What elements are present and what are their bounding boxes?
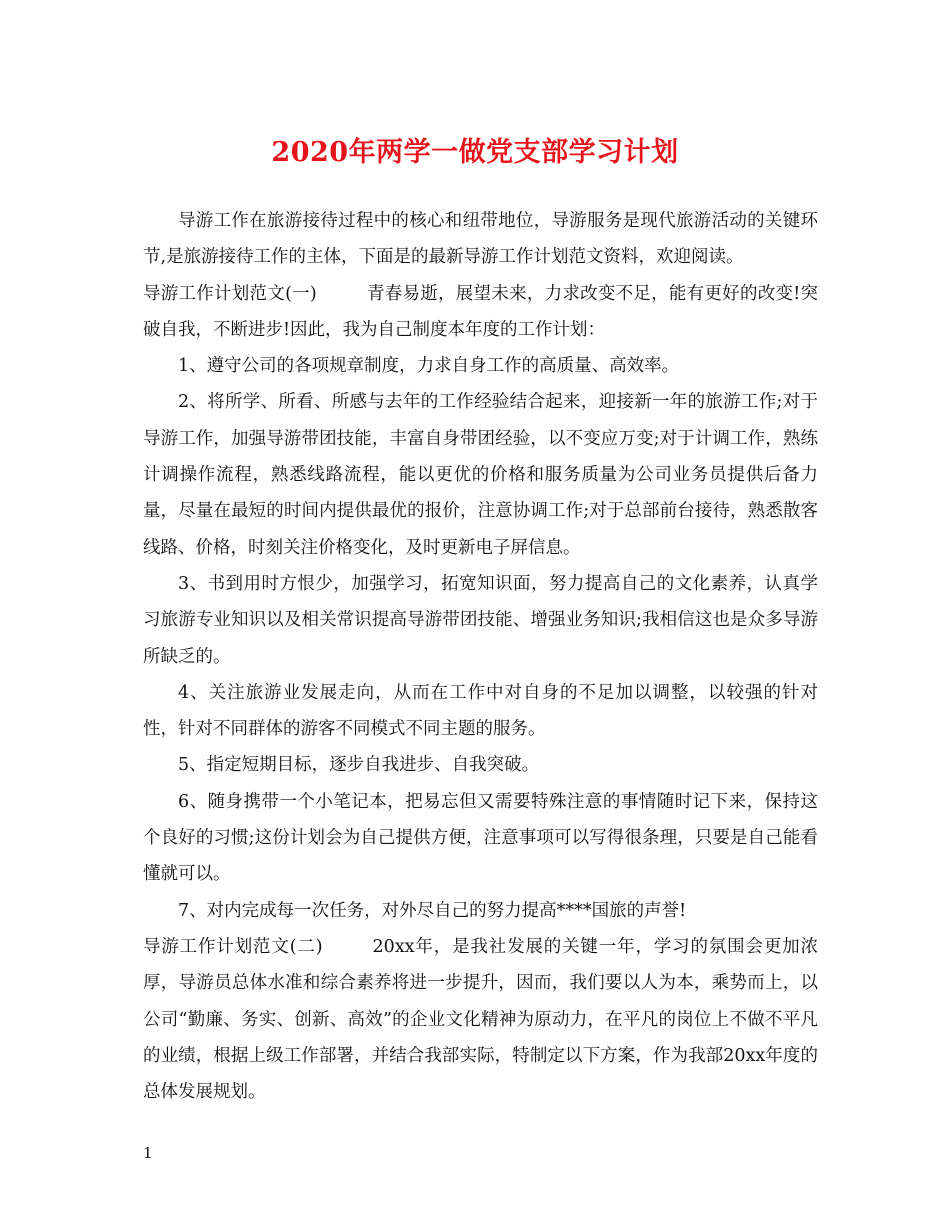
document-title: 2020年两学一做党支部学习计划: [271, 137, 679, 168]
list-item-4: 4、关注旅游业发展走向，从而在工作中对自身的不足加以调整，以较强的针对性，针对不同群体的游客不同模式不同主题的服务。: [143, 682, 818, 740]
list-item-5: 5、指定短期目标，逐步自我进步、自我突破。: [178, 755, 540, 776]
list-item-7: 7、对内完成每一次任务，对外尽自己的努力提高****国旅的声誉!: [178, 900, 687, 921]
page-number: 1: [143, 1144, 153, 1162]
section-two-paragraph: [143, 929, 818, 1110]
document-body: [143, 203, 818, 1110]
section-one-heading: 导游工作计划范文(一): [143, 283, 317, 304]
list-item-3: 3、书到用时方恨少，加强学习，拓宽知识面，努力提高自己的文化素养，认真学习旅游专业知识以及相关常识提高导游带团技能、增强业务知识;我相信这也是众多导游所缺乏的。: [143, 573, 818, 667]
list-item-6: 6、随身携带一个小笔记本，把易忘但又需要特殊注意的事情随时记下来，保持这个良好的习惯;这份计划会为自己提供方便，注意事项可以写得很条理，只要是自己能看懂就可以。: [143, 791, 818, 885]
section-two-heading: 导游工作计划范文(二): [143, 936, 323, 957]
section-one-text: 青春易逝，展望未来，力求改变不足，能有更好的改变!突破自我，不断进步!因此，我为自己制度本年度的工作计划：: [143, 283, 819, 340]
list-item-2: 2、将所学、所看、所感与去年的工作经验结合起来，迎接新一年的旅游工作;对于导游工作，加强导游带团技能，丰富自身带团经验，以不变应万变;对于计调工作，熟练计调操作流程，熟悉线路流程，能以更优的价格和服务质量为公司业务员提供后备力量，尽量在最短的时间内提供最优的报价，注意协调工作;对于总部前台接待，熟悉散客线路、价格，时刻关注价格变化，及时更新电子屏信息。: [143, 392, 818, 558]
section-two-text: 20xx年，是我社发展的关键一年，学习的氛围会更加浓厚，导游员总体水准和综合素养将进一步提升，因而，我们要以人为本，乘势而上，以公司“勤廉、务实、创新、高效”的企业文化精神为原动力，在平凡的岗位上不做不平凡的业绩，根据上级工作部署，并结合我部实际，特制定以下方案，作为我部20xx年度的总体发展规划。: [143, 936, 818, 1103]
section-one-paragraph: [143, 276, 818, 349]
list-item-1: 1、遵守公司的各项规章制度，力求自身工作的高质量、高效率。: [178, 356, 680, 377]
intro-paragraph: 导游工作在旅游接待过程中的核心和纽带地位，导游服务是现代旅游活动的关键环节,是旅游接待工作的主体，下面是的最新导游工作计划范文资料，欢迎阅读。: [143, 211, 818, 268]
